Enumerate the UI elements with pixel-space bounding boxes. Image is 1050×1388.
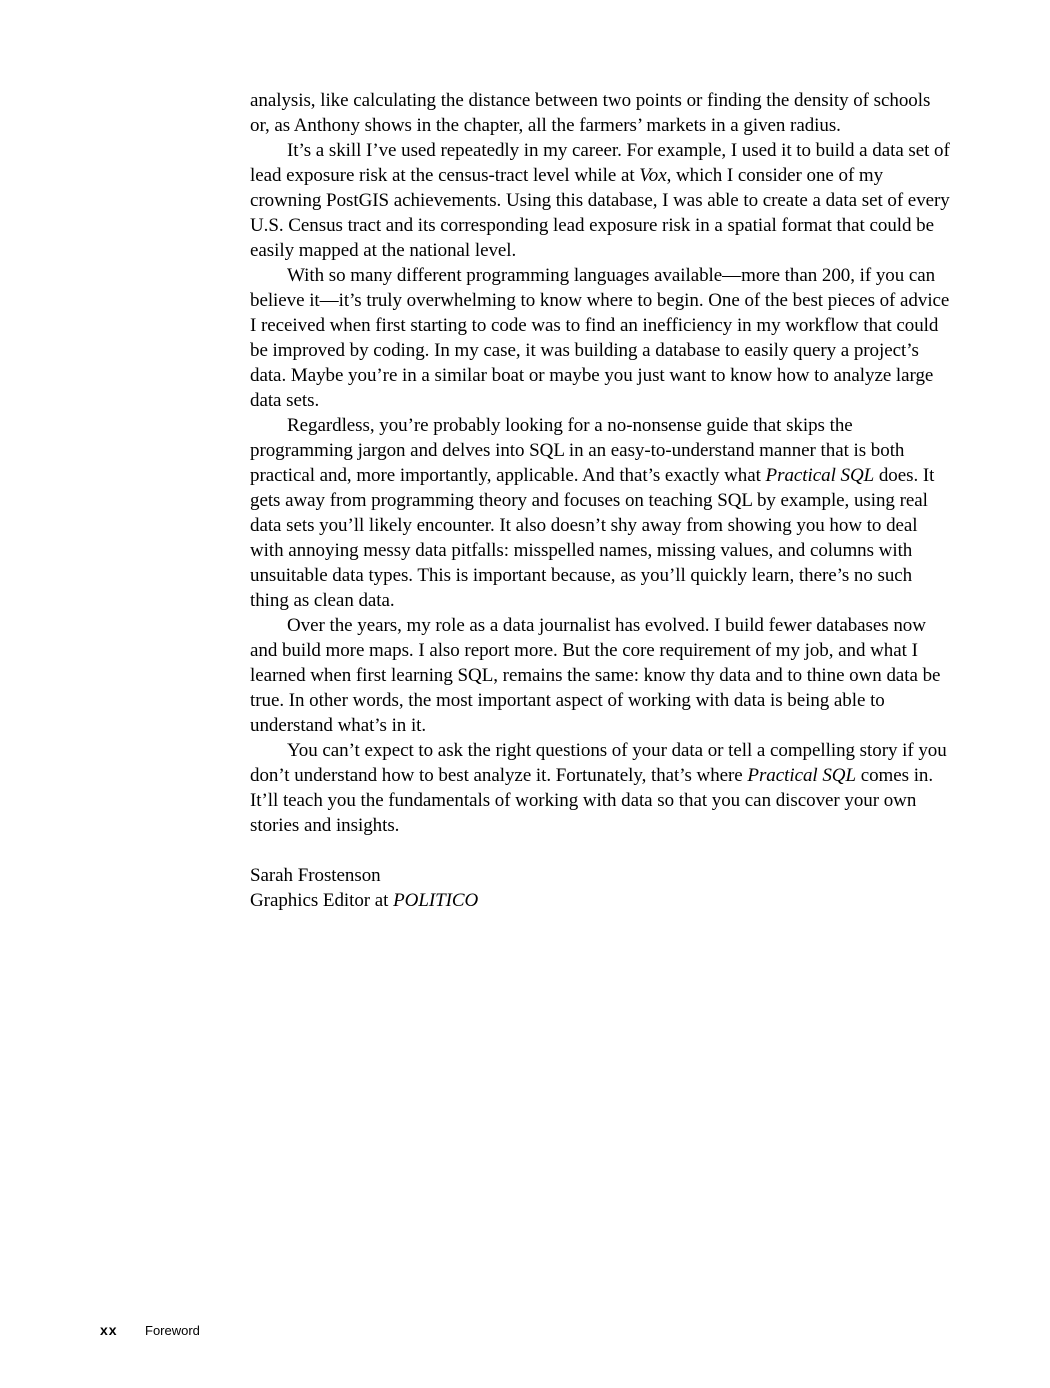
signature-block [250,863,950,913]
text-run: It’s a skill I’ve used repeatedly in my career. For example, I used it to build a data set of lead exposure risk at the census-tract level while at [250,140,950,186]
author-name: Sarah Frostenson [250,865,381,886]
paragraph [250,88,950,138]
author-organization: POLITICO [393,890,479,911]
running-head: Foreword [145,1323,200,1338]
author-title-prefix: Graphics Editor at [250,890,394,911]
text-run: analysis, like calculating the distance between two points or finding the density of schools or, as Anthony shows in the chapter, all the farmers’ markets in a given radius. [250,90,931,136]
paragraph [250,138,950,263]
italic-title: Vox [639,165,667,186]
paragraph [250,263,950,413]
foreword-body [250,88,950,913]
paragraph-list [250,88,950,838]
italic-title: Practical SQL [747,765,856,786]
text-run: does. It gets away from programming theory and focuses on teaching SQL by example, using real data sets you’ll likely encounter. It also doesn’t shy away from showing you how to deal with annoying messy data pitfalls: misspelled names, missing values, and columns with unsuitable data types. This is important because, as you’ll quickly learn, there’s no such thing as clean data. [250,465,935,611]
author-title [250,888,950,913]
paragraph [250,738,950,838]
italic-title: Practical SQL [765,465,875,486]
text-run: Regardless, you’re probably looking for a no-nonsense guide that skips the programming jargon and delves into SQL in an easy-to-understand manner that is both practical and, more importantly, applicable. And that’s exactly what [250,415,905,486]
page-footer [100,1322,200,1340]
text-run: comes in. It’ll teach you the fundamentals of working with data so that you can discover your own stories and insights. [250,765,934,836]
page-number: xx [100,1322,118,1338]
text-run: You can’t expect to ask the right questions of your data or tell a compelling story if you don’t understand how to best analyze it. Fortunately, that’s where [250,740,947,786]
paragraph [250,613,950,738]
text-run: Over the years, my role as a data journalist has evolved. I build fewer databases now and build more maps. I also report more. But the core requirement of my job, and what I learned when first learning SQL, remains the same: know thy data and to thine own data be true. In other words, the most important aspect of working with data is being able to understand what’s in it. [250,615,941,736]
text-run: With so many different programming languages available—more than 200, if you can believe it—it’s truly overwhelming to know where to begin. One of the best pieces of advice I received when first starting to code was to find an inefficiency in my workflow that could be improved by coding. In my case, it was building a database to easily query a project’s data. Maybe you’re in a similar boat or maybe you just want to know how to analyze large data sets. [250,265,950,411]
text-run: , which I consider one of my crowning PostGIS achievements. Using this database, I was able to create a data set of every U.S. Census tract and its corresponding lead exposure risk in a spatial format that could be easily mapped at the national level. [250,165,950,261]
paragraph [250,413,950,613]
